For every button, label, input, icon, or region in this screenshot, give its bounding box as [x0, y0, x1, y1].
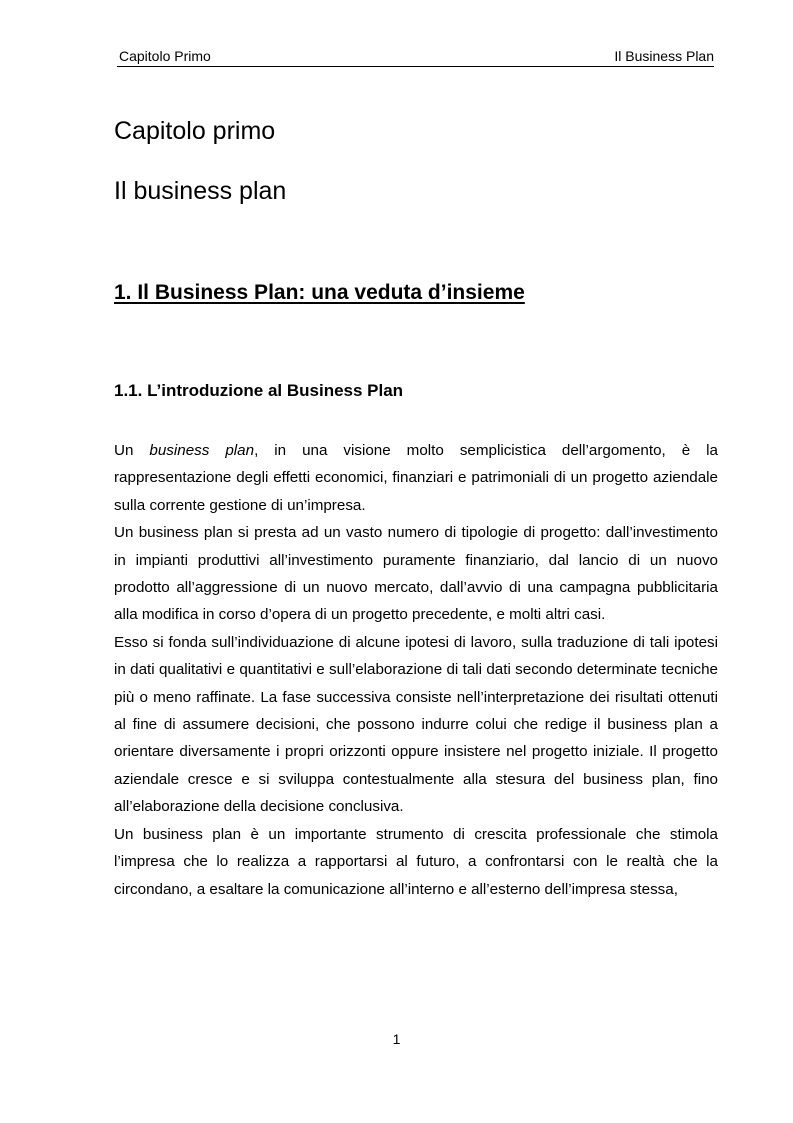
paragraph-1-rest: , in una visione molto semplicistica dell’argomento, è la rappresentazione degli effetti economici, finanziari e patrimoniali di un progetto aziendale sulla corrente gestione di un’impresa.	[114, 442, 718, 514]
header-chapter-label: Capitolo Primo	[119, 48, 211, 64]
paragraph-4: Un business plan è un importante strumento di crescita professionale che stimola l’impresa che lo realizza a rapportarsi al futuro, a confrontarsi con le realtà che la circondano, a esaltare la comunicazione all’interno e all’esterno dell’impresa stessa,	[114, 825, 718, 898]
subsection-heading: 1.1. L’introduzione al Business Plan	[114, 381, 404, 400]
paragraph-3: Esso si fonda sull’individuazione di alcune ipotesi di lavoro, sulla traduzione di tali ipotesi in dati qualitativi e quantitativi e sull’elaborazione di tali dati secondo determinate tecniche più o meno raffinate. La fase successiva consiste nell’interpretazione dei risultati ottenuti al fine di assumere decisioni, che possono indurre colui che redige il business plan a orientare diversamente i propri orizzonti oppure insistere nel progetto iniziale. Il progetto aziendale cresce e si sviluppa contestualmente alla stesura del business plan, fino all’elaborazione della decisione conclusiva.	[114, 633, 718, 816]
chapter-number-title: Capitolo primo	[114, 117, 276, 145]
paragraph-1	[114, 437, 718, 519]
running-header	[117, 47, 714, 67]
header-title-label: Il Business Plan	[614, 48, 714, 64]
paragraph-1-term: business plan	[149, 442, 255, 459]
page-number: 1	[392, 1031, 401, 1047]
paragraph-2: Un business plan si presta ad un vasto numero di tipologie di progetto: dall’investimento in impianti produttivi all’investimento puramente finanziario, dal lancio di un nuovo prodotto all’aggressione di un nuovo mercato, dall’avvio di una campagna pubblicitaria alla modifica in corso d’opera di un progetto precedente, e molti altri casi.	[114, 524, 718, 624]
chapter-title: Il business plan	[114, 177, 287, 205]
body-text	[114, 437, 718, 903]
paragraph-1-prefix: Un	[114, 442, 150, 459]
section-heading: 1. Il Business Plan: una veduta d’insieme	[114, 281, 525, 304]
